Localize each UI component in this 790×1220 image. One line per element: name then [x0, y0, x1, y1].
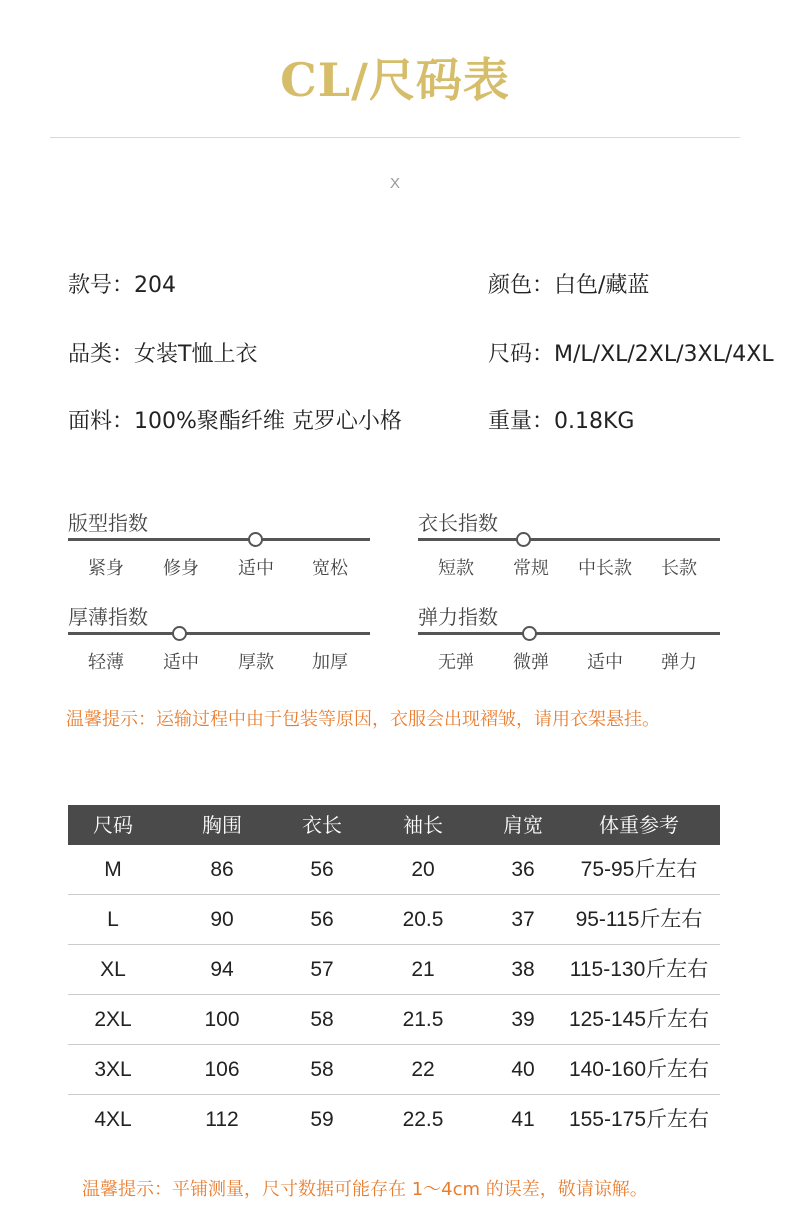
fit-label: 紧身 — [88, 558, 124, 579]
table-cell: 37 — [511, 908, 535, 931]
table-cell: 20 — [411, 858, 435, 881]
thickness-label: 轻薄 — [88, 652, 124, 673]
table-cell: 22.5 — [402, 1108, 444, 1131]
length-index-title: 衣长指数 — [418, 511, 498, 535]
table-cell: 95-115斤左右 — [575, 908, 703, 931]
header-cell: 肩宽 — [503, 813, 543, 837]
sizes-info: 尺码：M/L/XL/2XL/3XL/4XL — [488, 342, 774, 367]
table-cell: 4XL — [94, 1108, 132, 1131]
fit-index-track — [68, 538, 370, 541]
thickness-index-title: 厚薄指数 — [68, 605, 148, 629]
length-label: 常规 — [513, 558, 549, 579]
table-cell: 21.5 — [402, 1008, 444, 1031]
table-cell: 41 — [511, 1108, 535, 1131]
table-cell: 115-130斤左右 — [569, 958, 709, 981]
table-row — [68, 945, 720, 995]
table-row — [68, 895, 720, 945]
table-row — [68, 1045, 720, 1095]
thickness-label: 适中 — [163, 652, 199, 673]
table-cell: 140-160斤左右 — [568, 1058, 710, 1081]
length-label: 中长款 — [578, 558, 632, 579]
fit-label: 修身 — [163, 558, 199, 579]
table-cell: 40 — [511, 1058, 535, 1081]
elasticity-index-track — [418, 632, 720, 635]
measurement-tip: 温馨提示：平铺测量，尺寸数据可能存在 1～4cm 的误差，敬请谅解。 — [82, 1179, 648, 1200]
weight-info: 重量：0.18KG — [488, 409, 635, 434]
table-cell: 2XL — [94, 1008, 132, 1031]
color-info: 颜色：白色/藏蓝 — [488, 273, 650, 298]
header-cell: 衣长 — [302, 813, 342, 837]
fit-index-title: 版型指数 — [68, 511, 148, 535]
table-row — [68, 1095, 720, 1145]
table-cell: 106 — [204, 1058, 240, 1081]
elasticity-label: 适中 — [587, 652, 623, 673]
table-cell: 20.5 — [402, 908, 444, 931]
table-row — [68, 845, 720, 895]
table-body — [68, 845, 720, 1145]
elasticity-index-title: 弹力指数 — [418, 605, 498, 629]
table-cell: M — [104, 858, 122, 881]
fabric-info: 面料：100%聚酯纤维 克罗心小格 — [68, 409, 402, 434]
category-info: 品类：女装T恤上衣 — [68, 342, 258, 367]
header-cell: 袖长 — [403, 813, 443, 837]
table-cell: 56 — [310, 858, 334, 881]
elasticity-index-knob — [522, 626, 537, 641]
table-cell: 57 — [310, 958, 334, 981]
header-cell: 胸围 — [202, 813, 242, 837]
table-cell: 59 — [310, 1108, 334, 1131]
x-mark: X — [389, 175, 400, 192]
table-header — [68, 805, 720, 845]
table-cell: 58 — [310, 1008, 334, 1031]
page-title: CL/尺码表 — [280, 53, 510, 107]
table-cell: 90 — [210, 908, 234, 931]
thickness-label: 加厚 — [312, 652, 348, 673]
table-cell: 38 — [511, 958, 535, 981]
elasticity-label: 微弹 — [513, 652, 549, 673]
length-label: 长款 — [661, 558, 697, 579]
table-cell: 3XL — [94, 1058, 132, 1081]
table-cell: 94 — [210, 958, 234, 981]
table-cell: XL — [100, 958, 126, 981]
thickness-index-track — [68, 632, 370, 635]
table-cell: 112 — [205, 1108, 239, 1131]
length-index-knob — [516, 532, 531, 547]
table-row — [68, 995, 720, 1045]
title-divider — [50, 137, 740, 138]
table-cell: 36 — [511, 858, 535, 881]
thickness-label: 厚款 — [238, 652, 274, 673]
table-cell: 22 — [411, 1058, 435, 1081]
elasticity-label: 无弹 — [438, 652, 474, 673]
header-cell: 尺码 — [93, 813, 133, 837]
length-label: 短款 — [438, 558, 474, 579]
table-cell: 86 — [210, 858, 234, 881]
fit-index-knob — [248, 532, 263, 547]
length-index-track — [418, 538, 720, 541]
table-cell: 58 — [310, 1058, 334, 1081]
table-cell: 100 — [204, 1008, 240, 1031]
table-cell: 75-95斤左右 — [580, 858, 698, 881]
table-cell: 155-175斤左右 — [568, 1108, 710, 1131]
fit-label: 宽松 — [312, 558, 348, 579]
table-cell: 39 — [511, 1008, 535, 1031]
thickness-index-knob — [172, 626, 187, 641]
table-cell: 56 — [310, 908, 334, 931]
style-number: 款号：204 — [68, 273, 176, 298]
table-cell: L — [107, 908, 119, 931]
size-table — [68, 805, 720, 1145]
fit-label: 适中 — [238, 558, 274, 579]
header-cell: 体重参考 — [599, 813, 679, 837]
elasticity-label: 弹力 — [661, 652, 697, 673]
table-cell: 125-145斤左右 — [568, 1008, 710, 1031]
table-cell: 21 — [411, 958, 435, 981]
shipping-tip: 温馨提示：运输过程中由于包装等原因，衣服会出现褶皱，请用衣架悬挂。 — [66, 709, 660, 730]
